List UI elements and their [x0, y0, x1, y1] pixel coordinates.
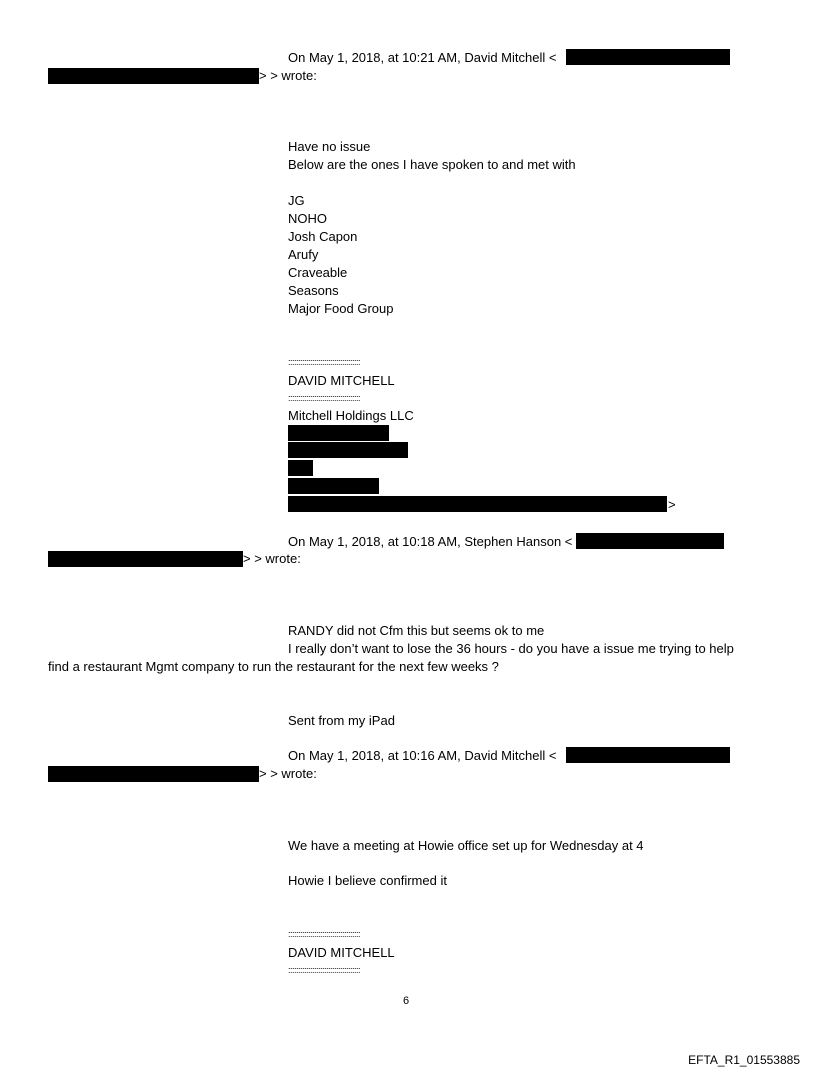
list-item: Seasons — [288, 283, 339, 298]
body-line: find a restaurant Mgmt company to run the restaurant for the next few weeks ? — [48, 659, 499, 674]
signature-dots: :::::::::::::::::::::::::::::::::::: — [288, 929, 361, 939]
list-item: Josh Capon — [288, 229, 358, 244]
body-line: Howie I believe confirmed it — [288, 873, 447, 888]
body-line: We have a meeting at Howie office set up for Wednesday at 4 — [288, 838, 644, 853]
email-header-1: On May 1, 2018, at 10:21 AM, David Mitchell < — [288, 50, 557, 65]
signature-company: Mitchell Holdings LLC — [288, 408, 414, 423]
redaction-bar — [48, 68, 259, 84]
list-item: Major Food Group — [288, 301, 394, 316]
redaction-bar — [288, 460, 313, 476]
email-header-2: On May 1, 2018, at 10:18 AM, Stephen Hanson < — [288, 534, 573, 549]
document-id: EFTA_R1_01553885 — [688, 1053, 800, 1067]
redaction-bar — [288, 425, 389, 441]
email-header-3: On May 1, 2018, at 10:16 AM, David Mitchell < — [288, 748, 557, 763]
body-line: Have no issue — [288, 139, 371, 154]
signature-name: DAVID MITCHELL — [288, 945, 395, 960]
redaction-bar — [288, 478, 379, 494]
body-line: RANDY did not Cfm this but seems ok to me — [288, 623, 545, 638]
list-item: NOHO — [288, 211, 327, 226]
redaction-bar — [566, 747, 730, 763]
page-number: 6 — [403, 995, 410, 1007]
signature-dots: :::::::::::::::::::::::::::::::::::: — [288, 357, 361, 367]
signature-dots: :::::::::::::::::::::::::::::::::::: — [288, 393, 361, 403]
sent-from: Sent from my iPad — [288, 713, 395, 728]
email-header-2-suffix: > > wrote: — [243, 551, 301, 566]
body-line: I really don’t want to lose the 36 hours - do you have a issue me trying to help — [288, 641, 734, 656]
list-item: Arufy — [288, 247, 319, 262]
email-header-3-suffix: > > wrote: — [259, 766, 317, 781]
signature-close: > — [668, 497, 676, 512]
list-item: JG — [288, 193, 305, 208]
redaction-bar — [48, 766, 259, 782]
list-item: Craveable — [288, 265, 348, 280]
body-line: Below are the ones I have spoken to and met with — [288, 157, 576, 172]
redaction-bar — [576, 533, 724, 549]
redaction-bar — [288, 496, 667, 512]
redaction-bar — [48, 551, 243, 567]
redaction-bar — [566, 49, 730, 65]
email-header-1-suffix: > > wrote: — [259, 68, 317, 83]
signature-name: DAVID MITCHELL — [288, 373, 395, 388]
signature-dots: :::::::::::::::::::::::::::::::::::: — [288, 965, 361, 975]
redaction-bar — [288, 442, 408, 458]
